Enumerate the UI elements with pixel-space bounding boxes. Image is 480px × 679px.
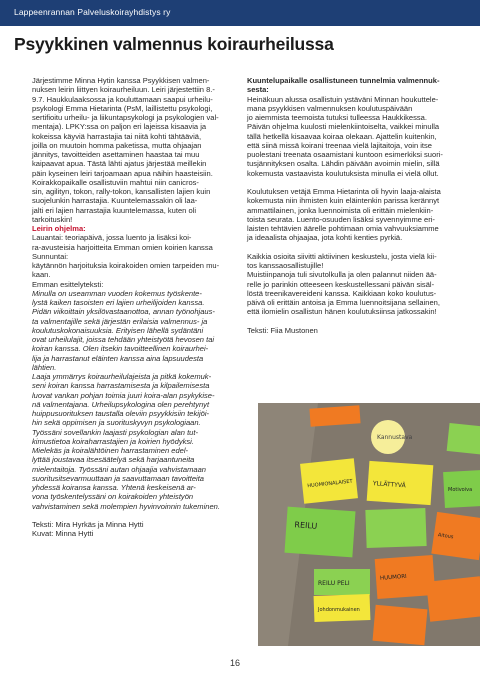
text-line: jo aiemmista teemoista tutuksi tulleessa Haukkikessa. (247, 113, 427, 122)
text-line: Sunnuntai: (32, 251, 69, 261)
text-line: että siinä missä koirani treenaa vielä lajitaitoja, voin itse (247, 140, 432, 150)
note-text: REILU PELI (318, 580, 350, 587)
text-line: Päivän ohjelma kuulosti mielenkiintoiselta, vaikkei minulla (247, 122, 440, 132)
text-line: että ilomielin osallistun hänen koulutuksiinsa jatkossakin! (247, 307, 437, 317)
text-line: kokeissa käyviä harrastajia tai niitä kohti tähtääviä, (32, 131, 202, 141)
text-line: luovat vankan pohjan toimia juuri koira-alan psykykise- (32, 390, 215, 400)
text-line: Kuuntelupaikalle osallistuneen tunnelmia valmennuk- (247, 76, 440, 85)
text-line: käytännön harjoituksia koirakoiden omien tarpeiden mu- (32, 261, 220, 270)
text-line: kaan. (32, 270, 51, 280)
text-line: suoritusitsevarmuuttaan ja saavuttamaan tavoitteita (32, 473, 204, 483)
text-line: kokemusta vastaavista koulutuksista minulla ei vielä ollut. (247, 168, 439, 178)
text-line: ovat urheilulajit, joissa tehdään yhteistyötä hevosen tai (32, 335, 215, 344)
text-line: ta valmentajille sekä järjestän erilaisia valmennus- ja (32, 316, 208, 326)
text-line: tos kanssaosallistujille! (247, 261, 324, 270)
text-line: ja ideaalista ohjaajaa, jota kohti kenties pyrkiä. (247, 233, 403, 243)
text-line: lija ja harrastanut eläinten kanssa aina lapsuudesta (32, 353, 204, 363)
program-paragraph (32, 233, 232, 289)
text-line: 9.7. Haukkulaaksossa ja kouluttamaan saapui urheilu- (32, 94, 213, 104)
text-line: Muistiinpanoja tuli sivutolkulla ja olen palannut niiden ää- (247, 270, 437, 280)
text-line: sin, agilityn, tokon, rally-tokon, kansallisten lajien kuin (32, 187, 211, 196)
text-line: koiran kanssa. Olen itsekin tavoitteellinen koiraurhei- (32, 344, 209, 354)
text-line: koulutuskokonaisuuksia. Erityisen lähellä sydäntäni (32, 325, 204, 335)
note-text: Kannustava (377, 434, 413, 441)
text-line: lystä kaiken tasoisten eri lajien urheilijoiden kanssa. (32, 298, 205, 307)
bio-paragraph (32, 289, 232, 511)
page-number: 16 (230, 658, 241, 668)
text-line: relle jo parinkin otteeseen keskustellessani päivän sisäl- (247, 279, 435, 289)
text-line: hin sekä oppimisen ja suorituskyvyn psykologiaan. (32, 418, 201, 428)
text-line: Mielekäs ja koiralähtöinen harrastaminen edel- (32, 446, 189, 455)
text-line: joilla on muutoin homma paketissa, mutta ohjaajan (32, 140, 202, 150)
text-line: päin kyseinen leiri tarjoamaan apua näihin haasteisiin. (32, 168, 213, 178)
text-line: Pidän viikoittain yksilövastaanottoa, annan työnohjaus- (32, 307, 215, 317)
text-line: yhdessä koiransa kanssa. Yhtenä keskeisenä ar- (32, 483, 196, 492)
text-line: vahvistaminen sekä molempien hyvinvoinnin tukeminen. (32, 501, 220, 511)
intro-paragraph (32, 76, 232, 224)
header-bar (0, 0, 480, 26)
participant-heading (247, 76, 445, 95)
note-text: Aitous (437, 532, 454, 541)
text-line: päivä oli erittäin antoisa ja Emma luennoitsijana sellainen, (247, 298, 440, 307)
note-text: Motivoiva (448, 487, 473, 493)
right-column (247, 76, 445, 335)
text-line: nä valmentajana. Urheilupsykologina olen perehtynyt (32, 399, 210, 409)
text-line: Kaikkia osioita siivitti aktiivinen keskustelu, josta vielä kii- (247, 251, 437, 261)
text-line: Minulla on useamman vuoden kokemus työskente- (32, 288, 202, 298)
text-line: löstä treenikavereideni kanssa. Kaikkiaan koko koulutus- (247, 288, 437, 298)
left-column (32, 76, 232, 539)
text-line: ammattilainen, jonka luennoimista oli erittäin mielenkiin- (247, 205, 434, 215)
text-line: mentaja). LPKY:ssa on paljon eri lajeissa kisaavia ja (32, 122, 207, 132)
text-line: Heinäkuun alussa osallistuin ystäväni Minnan houkuttele- (247, 94, 439, 104)
text-line: Koirakkopaikalle osallistuviin mahtui niin canicros- (32, 177, 199, 187)
sticky-notes-photo (258, 403, 480, 646)
text-line: Järjestimme Minna Hytin kanssa Psyykkisen valmen- (32, 76, 210, 85)
text-line: kokemusta niin ihmisten kuin eläintenkin parissa kerännyt (247, 196, 440, 206)
photo-credit: Kuvat: Minna Hytti (32, 529, 94, 539)
participant-paragraph-3 (247, 252, 445, 317)
text-line: Koulutuksen vetäjä Emma Hietarinta oli hyvin laaja-alaista (247, 187, 441, 196)
text-line: vona työskentelyssäni on koirakoiden yhteistyön (32, 492, 194, 502)
text-line: kimustietoa koiraharrastajien ja koirien hyödyksi. (32, 436, 194, 446)
text-line: Laaja ymmärrys koiraurheilulajeista ja pitkä kokemuk- (32, 372, 212, 381)
text-line: psykologi Emma Hietarinta (PsM, laillistettu psykologi, (32, 103, 213, 113)
text-line: tarkoituskin! (32, 214, 73, 224)
text-line: tällä hetkellä kisaavaa koiraa olekaan. Ajattelin kuitenkin, (247, 131, 437, 141)
participant-paragraph-2 (247, 187, 445, 243)
note-text: HUOMIONALAISET (307, 478, 353, 490)
text-credit: Teksti: Mira Hyrkäs ja Minna Hytti (32, 520, 144, 529)
text-line: Emman esittelyteksti: (32, 279, 104, 289)
text-line: huippusuorituksen taustalla oleviin psyykkisiin tekijöi- (32, 409, 210, 418)
text-line: mana psyykkisen valmennuksen koulutuspäivään (247, 103, 413, 113)
text-line: tusjännityksen osalta. Lähdin päivään avoimin mielin, sillä (247, 159, 440, 169)
text-line: lyttää joustavaa itsesäätelyä sekä harjaantuneita (32, 455, 195, 465)
text-line: jännitys, tavoitteiden asettaminen haastaa tai muu (32, 150, 200, 159)
text-line: sesta: (247, 85, 269, 95)
header-org-name: Lappeenrannan Palveluskoirayhdistys ry (14, 7, 171, 17)
text-line: Lauantai: teoriapäivä, jossa luento ja lisäksi koi- (32, 233, 192, 243)
text-line: kaipaavat apua. Tästä lähti ajatus järjestää meillekin (32, 159, 207, 169)
text-line: laisten tehtävien äärelle pohtimaan omia vahvuuksiamme (247, 224, 439, 233)
article-credits (32, 520, 232, 539)
text-line: mielentaitoja. Työssäni autan ohjaajia vahvistamaan (32, 464, 206, 474)
text-line: seni koiran kanssa harrastamisesta ja kilpailemisesta (32, 381, 210, 391)
text-line: jalti eri lajien harrastajia kuuntelemassa, kuten oli (32, 205, 197, 215)
note-text: HUUMORI (379, 573, 407, 582)
text-line: toista seurata. Luento-osuuden lisäksi syvennyimme eri- (247, 214, 435, 224)
program-heading: Leirin ohjelma: (32, 224, 86, 233)
participant-credit: Teksti: Fiia Mustonen (247, 325, 318, 335)
note-text: YLLÄTTYVÄ (372, 480, 406, 490)
participant-paragraph-1 (247, 95, 445, 178)
article-title: Psyykkinen valmennus koiraurheilussa (14, 34, 334, 54)
text-line: sertifioitu urheilu- ja liikuntapsykologi ja psykologien val- (32, 113, 219, 122)
text-line: nuksen leirin liittyen koiraurheiluun. Leiri järjestettiin 8.- (32, 85, 215, 95)
text-line: Työssäni sovellankin laajasti psykologian alan tut- (32, 427, 198, 437)
text-line: ra-avusteisia harjoitteita Emman omien koirien kanssa (32, 242, 213, 252)
text-line: puolestani treenata osaamistani kuntoon esimerkiksi suori- (247, 150, 443, 159)
text-line: lähtien. (32, 362, 57, 372)
note-text: REILU (294, 520, 318, 531)
text-line: suojelunkin harrastajia. Kuuntelemassakin oli laa- (32, 196, 198, 206)
note-text: Johdonmukainen (318, 607, 360, 613)
